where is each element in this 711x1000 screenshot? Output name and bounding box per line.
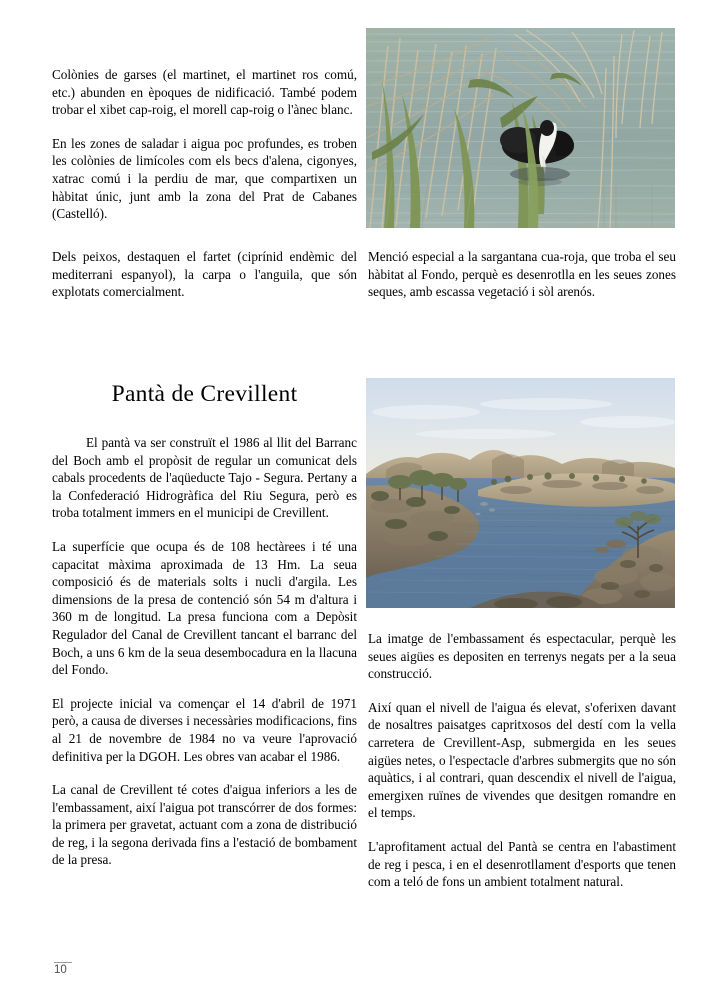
- paragraph-dam-construction: El pantà va ser construït el 1986 al llit del Barranc del Boch amb el propòsit de regular un comunicat dels cabals procedents de l'aqüeducte Tajo - Segura. Pertany a la Confederació Hidrogràfica del Riu Segura, però es troba totalment immers en el municipi de Crevillent.: [52, 435, 357, 521]
- paragraph-heron-colonies: Colònies de garses (el martinet, el martinet ros comú, etc.) abunden en èpoques de nidificació. També podem trobar el xibet cap-roig, el morell cap-roig o l'ànec blanc.: [52, 67, 357, 118]
- page-number: 10: [54, 964, 67, 976]
- crevillent-reservoir-photo: [366, 378, 675, 608]
- paragraph-reservoir-use: L'aprofitament actual del Pantà se centra en l'abastiment de reg i pesca, i en el desenrotllament d'esports que tenen com a teló de fons un ambient totalment natural.: [368, 838, 676, 890]
- right-column-lizard-text: [368, 248, 676, 301]
- paragraph-reservoir-landscape: Així quan el nivell de l'aigua és elevat, s'oferixen davant de nosaltres paisatges capritxosos del destí com la vella carretera de Crevillent-Asp, submergida en les seues aigües netes, o l'espectacle d'arbres submergits que no són aquàtics, i al contrari, quan descendix el nivell de l'aigua, emergixen ruïnes de vivendes que desitgen romandre en el temps.: [368, 699, 676, 821]
- paragraph-lizard: Menció especial a la sargantana cua-roja, que troba el seu hàbitat al Fondo, perquè es desenrotlla en les seues zones seques, amb escassa vegetació i sòl arenós.: [368, 249, 676, 300]
- left-column-fish-text: [52, 248, 357, 301]
- coot-in-wetland-photo: [366, 28, 675, 228]
- page-title: Pantà de Crevillent: [111, 381, 298, 407]
- paragraph-wader-colonies: En les zones de saladar i aigua poc profundes, es troben les colònies de limícoles com els becs d'alena, cigonyes, xatrac comú i la perdiu de mar, que compartixen un hàbitat únic, junt amb la zona del Prat de Cabanes (Castelló).: [52, 135, 357, 222]
- page-footer: [52, 962, 112, 977]
- footer-rule: [54, 962, 72, 963]
- left-column-dam-text: [52, 434, 357, 869]
- coot-photo-graphic: [366, 28, 675, 228]
- paragraph-dam-dimensions: La superfície que ocupa és de 108 hectàrees i té una capacitat màxima aproximada de 13 Hm. La seua composició és de materials solts i nucli d'argila. Les dimensions de la presa de contenció són 54 m d'altura i 360 m de longitud. La presa funciona com a Depòsit Regulador del Canal de Crevillent tancant el barranc del Boch, a uns 6 km de la seua desembocadura en la llacuna del Fondo.: [52, 538, 357, 678]
- right-column-reservoir-text: [368, 630, 676, 891]
- paragraph-dam-canal: La canal de Crevillent té cotes d'aigua inferiors a les de l'embassament, així l'aigua pot transcórrer de dos formes: la primera per gravetat, actuant com a zona de distribució de reg, i la segona derivada fins a l'estació de bombament de la presa.: [52, 782, 357, 868]
- paragraph-fish: Dels peixos, destaquen el fartet (ciprínid endèmic del mediterrani espanyol), la carpa o l'anguila, que són explotats comercialment.: [52, 249, 357, 300]
- paragraph-reservoir-image: La imatge de l'embassament és espectacular, perquè les seues aigües es depositen en terrenys negats per a la seua construcció.: [368, 631, 676, 682]
- reservoir-photo-graphic: [366, 378, 675, 608]
- left-column-wildlife-text: [52, 66, 357, 223]
- paragraph-dam-project: El projecte inicial va començar el 14 d'abril de 1971 però, a causa de diverses i necessàries modificacions, fins al 21 de novembre de 1984 no va veure l'aprovació definitiva per la DGOH. Les obres van acabar el 1986.: [52, 695, 357, 764]
